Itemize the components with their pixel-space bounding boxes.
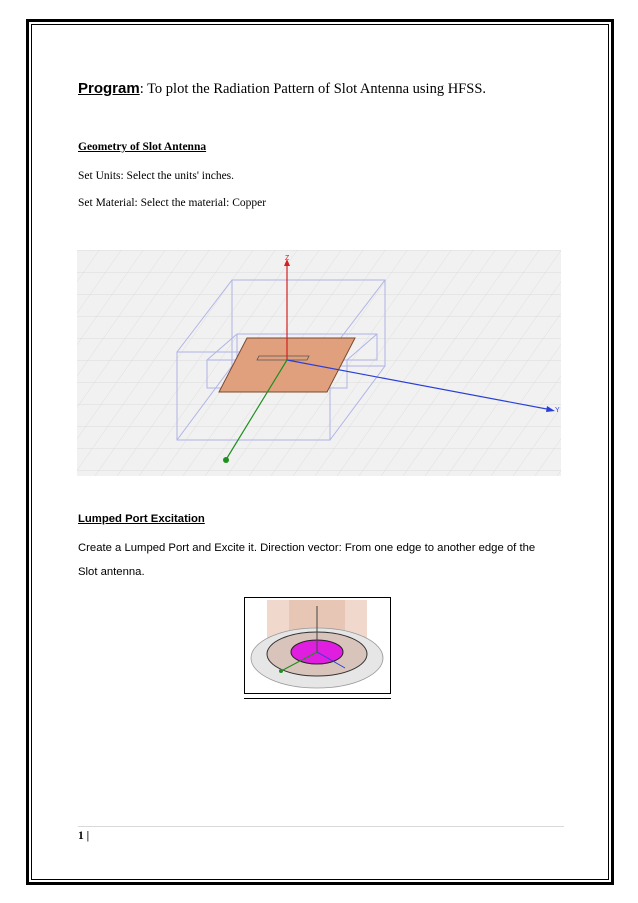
lumped-line-2: Slot antenna. (78, 566, 145, 578)
figure-underline (244, 698, 391, 699)
footer-rule (78, 826, 564, 827)
units-line: Set Units: Select the units' inches. (78, 170, 235, 182)
lumped-port-svg (245, 598, 390, 693)
page-number: 1 | (78, 830, 90, 842)
lumped-heading: Lumped Port Excitation (78, 513, 205, 525)
geometry-heading: Geometry of Slot Antenna (78, 141, 207, 153)
axis-x-arrow (223, 457, 229, 463)
geometry-svg (77, 250, 561, 476)
axis-y-label: Y (555, 407, 560, 414)
page-title (78, 80, 486, 98)
title-text: : To plot the Radiation Pattern of Slot Antenna using HFSS. (139, 81, 487, 97)
port-axis-left-tip (279, 669, 283, 673)
title-label: Program (78, 80, 140, 97)
lumped-port-figure (244, 597, 391, 694)
lumped-line-1: Create a Lumped Port and Excite it. Direction vector: From one edge to another edge of the (78, 542, 536, 554)
axis-z-label: Z (285, 255, 290, 262)
material-line: Set Material: Select the material: Copper (78, 197, 267, 209)
slot-antenna-geometry-figure (77, 250, 561, 476)
